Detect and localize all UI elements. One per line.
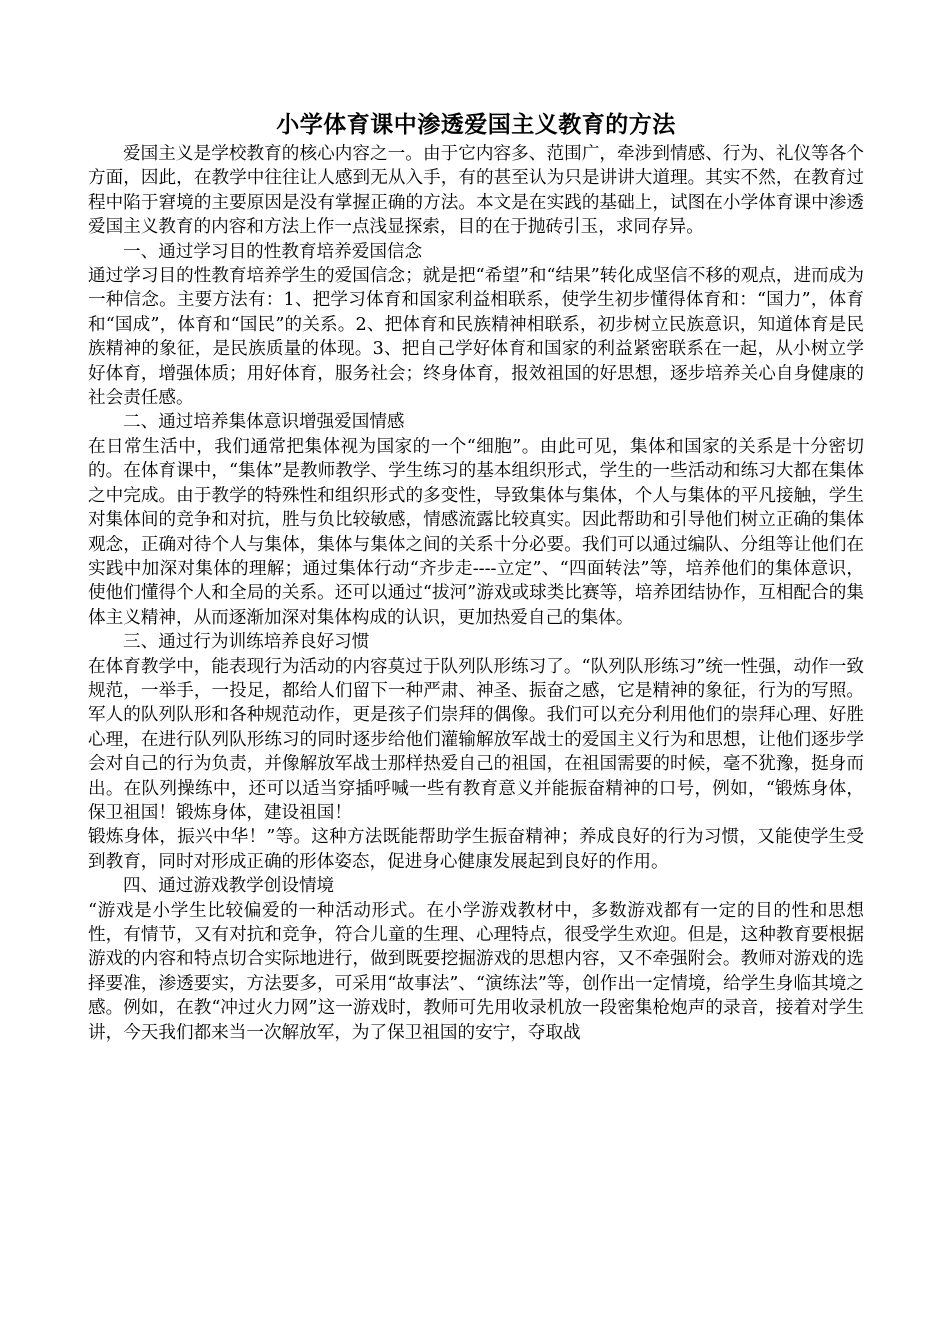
section-heading: 二、通过培养集体意识增强爱国情感 — [123, 412, 405, 433]
section-2 — [88, 410, 864, 630]
document-page — [88, 108, 864, 1045]
section-heading: 一、通过学习目的性教育培养爱国信念 — [123, 241, 423, 262]
section-3 — [88, 630, 864, 874]
section-paragraph: 在体育教学中，能表现行为活动的内容莫过于队列队形练习了。“队列队形练习”统一性强，动作一致规范，一举手，一投足，都给人们留下一种严肃、神圣、振奋之感，它是精神的象征，行为的写照。军人的队列队形和各种规范动作，更是孩子们崇拜的偶像。我们可以充分利用他们的崇拜心理、好胜心理，在进行队列队形练习的同时逐步给他们灌输解放军战士的爱国主义行为和思想，让他们逐步学会对自己的行为负责，并像解放军战士那样热爱自己的祖国，在祖国需要的时候，毫不犹豫，挺身而出。在队列操练中，还可以适当穿插呼喊一些有教育意义并能振奋精神的口号，例如，“锻炼身体，保卫祖国！锻炼身体，建设祖国！ — [88, 656, 864, 823]
document-title: 小学体育课中渗透爱国主义教育的方法 — [276, 111, 676, 138]
section-heading: 四、通过游戏教学创设情境 — [123, 876, 335, 897]
section-heading: 三、通过行为训练培养良好习惯 — [123, 632, 370, 653]
section-paragraph: 在日常生活中，我们通常把集体视为国家的一个“细胞”。由此可见，集体和国家的关系是十分密切的。在体育课中，“集体”是教师教学、学生练习的基本组织形式，学生的一些活动和练习大都在集体之中完成。由于教学的特殊性和组织形式的多变性，导致集体与集体，个人与集体的平凡接触，学生对集体间的竞争和对抗，胜与负比较敏感，情感流露比较真实。因此帮助和引导他们树立正确的集体观念，正确对待个人与集体，集体与集体之间的关系十分必要。我们可以通过编队、分组等让他们在实践中加深对集体的理解；通过集体行动“齐步走----立定”、“四面转法”等，培养他们的集体意识，使他们懂得个人和全局的关系。还可以通过“拔河”游戏或球类比赛等，培养团结协作，互相配合的集体主义精神，从而逐渐加深对集体构成的认识，更加热爱自己的集体。 — [88, 436, 864, 628]
intro-paragraph: 爱国主义是学校教育的核心内容之一。由于它内容多、范围广，牵涉到情感、行为、礼仪等各个方面，因此，在教学中往往让人感到无从入手，有的甚至认为只是讲讲大道理。其实不然，在教育过程中陷于窘境的主要原因是没有掌握正确的方法。本文是在实践的基础上，试图在小学体育课中渗透爱国主义教育的内容和方法上作一点浅显探索，目的在于抛砖引玉，求同存异。 — [88, 144, 864, 238]
section-paragraph: 锻炼身体，振兴中华！”等。这种方法既能帮助学生振奋精神；养成良好的行为习惯，又能使学生受到教育，同时对形成正确的形体姿态，促进身心健康发展起到良好的作用。 — [88, 827, 864, 872]
section-paragraph: “游戏是小学生比较偏爱的一种活动形式。在小学游戏教材中，多数游戏都有一定的目的性和思想性，有情节，又有对抗和竞争，符合儿童的生理、心理特点，很受学生欢迎。但是，这种教育要根据游戏的内容和特点切合实际地进行，做到既要挖掘游戏的思想内容，又不牵强附会。教师对游戏的选择要准，渗透要实，方法要多，可采用“故事法”、“演练法”等，创作出一定情境，给学生身临其境之感。例如，在教“冲过火力网”这一游戏时，教师可先用收录机放一段密集枪炮声的录音，接着对学生讲，今天我们都来当一次解放军，为了保卫祖国的安宁，夺取战 — [88, 900, 864, 1043]
section-4 — [88, 874, 864, 1045]
section-paragraph: 通过学习目的性教育培养学生的爱国信念；就是把“希望”和“结果”转化成坚信不移的观点，进而成为一种信念。主要方法有：1、把学习体育和国家利益相联系，使学生初步懂得体育和：“国力”，体育和“国成”，体育和“国民”的关系。2、把体育和民族精神相联系，初步树立民族意识，知道体育是民族精神的象征，是民族质量的体现。3、把自己学好体育和国家的利益紧密联系在一起，从小树立学好体育，增强体质；用好体育，服务社会；终身体育，报效祖国的好思想，逐步培养关心自身健康的社会责任感。 — [88, 266, 864, 409]
section-1 — [88, 240, 864, 411]
